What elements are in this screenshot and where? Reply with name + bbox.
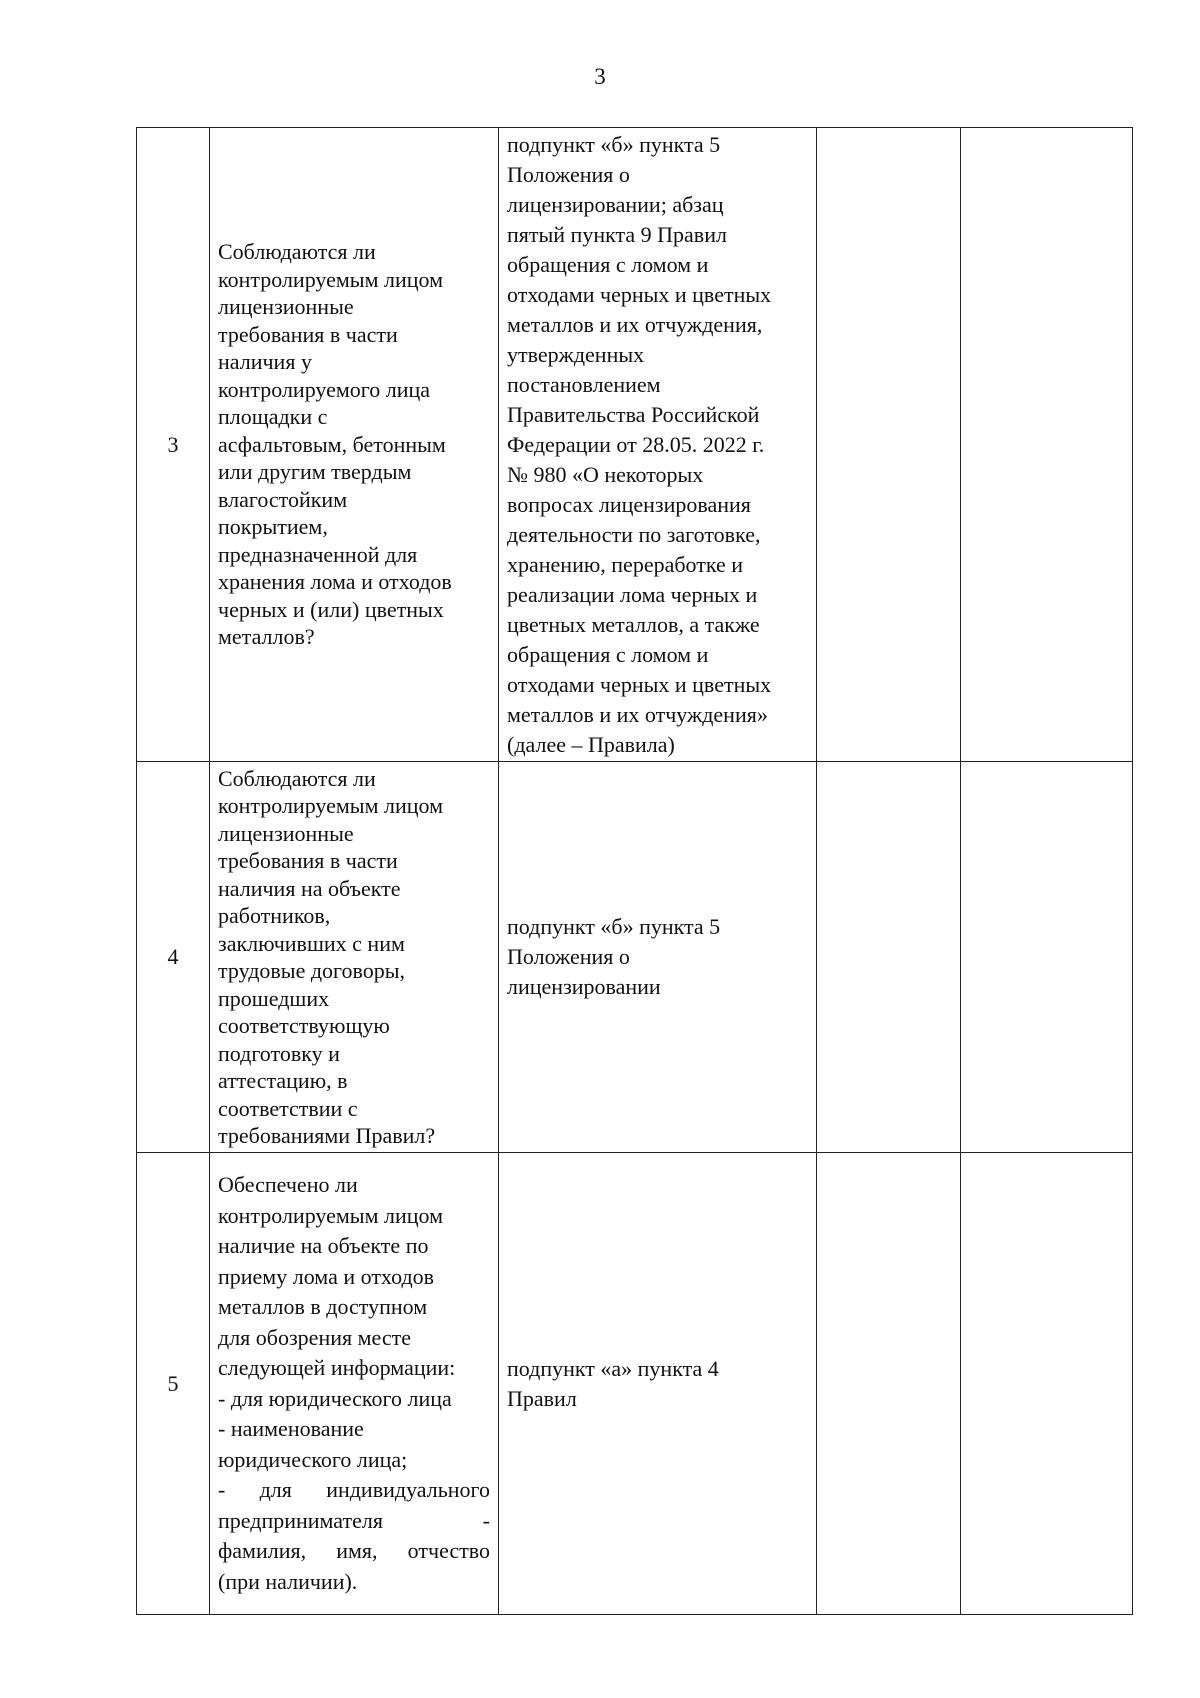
question-line: требования в части: [218, 321, 398, 347]
legal-basis-line: обращения с ломом и: [507, 251, 709, 277]
legal-basis-line: (далее – Правила): [507, 731, 675, 757]
legal-basis-line: обращения с ломом и: [507, 641, 709, 667]
legal-basis-cell: [499, 1153, 817, 1615]
question-line: черных и (или) цветных: [218, 596, 444, 622]
legal-basis-line: подпункт «б» пункта 5: [507, 131, 721, 157]
question-line: предпринимателя -: [218, 1507, 490, 1533]
question-line: аттестацию, в: [218, 1068, 348, 1093]
question-line: влагостойким: [218, 486, 348, 512]
question-line: Соблюдаются ли: [218, 239, 376, 265]
question-line: - для индивидуального: [218, 1477, 490, 1502]
legal-basis-line: подпункт «а» пункта 4: [507, 1355, 719, 1381]
legal-basis-line: Положения о: [507, 944, 630, 969]
legal-basis-line: металлов и их отчуждения»: [507, 701, 768, 727]
table-row: [137, 1153, 1133, 1615]
question-line: Соблюдаются ли: [218, 765, 376, 791]
legal-basis-line: Правительства Российской: [507, 401, 760, 427]
answer-cell: [817, 128, 961, 762]
question-line: наличия на объекте: [218, 875, 401, 901]
question-line: наличия у: [218, 349, 312, 375]
question-line: контролируемым лицом: [218, 1202, 444, 1228]
question-line: заключивших с ним: [218, 930, 405, 956]
question-line: требованиями Правил?: [218, 1123, 436, 1148]
legal-basis-line: № 980 «О некоторых: [507, 461, 704, 487]
question-line: предназначенной для: [218, 541, 418, 567]
question-line: лицензионные: [218, 294, 354, 320]
legal-basis-line: вопросах лицензирования: [507, 491, 751, 517]
legal-basis-line: подпункт «б» пункта 5: [507, 914, 721, 939]
note-cell: [961, 762, 1133, 1153]
question-line: контролируемого лица: [218, 376, 431, 402]
table-row: [137, 762, 1133, 1153]
question-line: следующей информации:: [218, 1355, 456, 1380]
answer-cell: [817, 1153, 961, 1615]
question-line: - наименование: [218, 1416, 364, 1441]
page-number: 3: [594, 64, 606, 89]
question-line: площадки с: [218, 404, 328, 430]
question-cell: [210, 762, 499, 1153]
legal-basis-line: металлов и их отчуждения,: [507, 311, 763, 337]
question-line: для обозрения месте: [218, 1324, 411, 1350]
question-line: соответствии с: [218, 1095, 358, 1121]
question-line: подготовку и: [218, 1040, 340, 1066]
legal-basis-line: лицензировании: [507, 974, 661, 999]
question-line: асфальтовым, бетонным: [218, 431, 446, 457]
note-cell: [961, 128, 1133, 762]
question-cell: [210, 128, 499, 762]
question-line: контролируемым лицом: [218, 793, 444, 818]
answer-cell: [817, 762, 961, 1153]
question-line: работников,: [218, 903, 331, 928]
row-number: 5: [137, 1153, 210, 1615]
question-line: наличие на объекте по: [218, 1233, 429, 1258]
legal-basis-line: реализации лома черных и: [507, 581, 758, 607]
question-line: лицензионные: [218, 820, 354, 846]
question-line: Обеспечено ли: [218, 1172, 358, 1197]
legal-basis-line: отходами черных и цветных: [507, 671, 772, 697]
question-cell: [210, 1153, 499, 1615]
question-line: контролируемым лицом: [218, 266, 444, 292]
table-row: [137, 128, 1133, 762]
question-line: покрытием,: [218, 514, 328, 540]
legal-basis-line: пятый пункта 9 Правил: [507, 221, 727, 247]
legal-basis-line: деятельности по заготовке,: [507, 521, 761, 547]
question-line: трудовые договоры,: [218, 958, 406, 983]
question-line: соответствующую: [218, 1013, 390, 1038]
row-number: 4: [137, 762, 210, 1153]
checklist-body: [137, 128, 1133, 1615]
row-number: 3: [137, 128, 210, 762]
legal-basis-line: хранению, переработке и: [507, 551, 744, 577]
question-line: металлов?: [218, 624, 315, 650]
legal-basis-cell: [499, 762, 817, 1153]
legal-basis-line: отходами черных и цветных: [507, 281, 772, 307]
question-line: металлов в доступном: [218, 1294, 428, 1319]
question-line: фамилия, имя, отчество: [218, 1538, 490, 1563]
checklist-table: [136, 127, 1133, 1615]
question-line: прошедших: [218, 985, 330, 1011]
question-line: - для юридического лица: [218, 1385, 452, 1411]
note-cell: [961, 1153, 1133, 1615]
legal-basis-cell: [499, 128, 817, 762]
legal-basis-line: постановлением: [507, 371, 661, 397]
question-line: юридического лица;: [218, 1446, 408, 1472]
legal-basis-line: лицензировании; абзац: [507, 191, 724, 217]
legal-basis-line: Правил: [507, 1385, 577, 1411]
legal-basis-line: Положения о: [507, 161, 630, 187]
question-line: (при наличии).: [218, 1568, 358, 1594]
question-line: или другим твердым: [218, 459, 412, 485]
legal-basis-line: утвержденных: [507, 341, 645, 367]
question-line: требования в части: [218, 848, 398, 873]
question-line: приему лома и отходов: [218, 1263, 435, 1289]
legal-basis-line: Федерации от 28.05. 2022 г.: [507, 431, 765, 457]
question-line: хранения лома и отходов: [218, 569, 452, 595]
legal-basis-line: цветных металлов, а также: [507, 611, 760, 637]
